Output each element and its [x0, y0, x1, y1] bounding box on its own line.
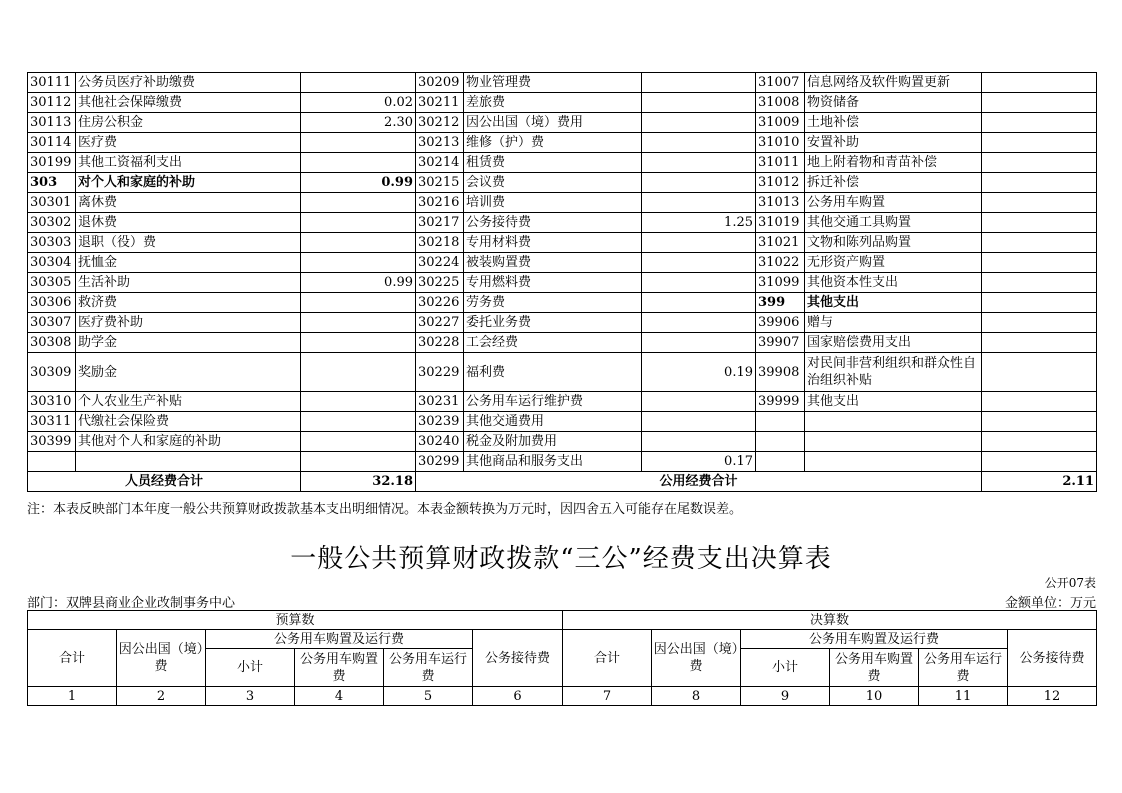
cell-value: [982, 333, 1097, 353]
cell-value: [301, 333, 416, 353]
cell-name: 代缴社会保险费: [76, 412, 301, 432]
cell-code: 30226: [416, 293, 464, 313]
table-row: [28, 193, 1097, 213]
cell-code: 399: [756, 293, 805, 313]
cell-value: [982, 93, 1097, 113]
cell-code: 39999: [756, 392, 805, 412]
cell-code: 39906: [756, 313, 805, 333]
table-row: [28, 412, 1097, 432]
cell-name: [805, 452, 982, 472]
table-row: [28, 113, 1097, 133]
cell-code: 31008: [756, 93, 805, 113]
cell-name: [805, 412, 982, 432]
cell-value: [642, 432, 756, 452]
cell-code: 30240: [416, 432, 464, 452]
basic-expense-detail-table: [27, 72, 1097, 492]
col-number: 6: [473, 687, 563, 706]
table-row: [28, 392, 1097, 412]
cell-value: [301, 133, 416, 153]
cell-name: 劳务费: [464, 293, 642, 313]
cell-code: 30399: [28, 432, 76, 452]
col-abroad: 因公出国（境）费: [117, 630, 206, 687]
col-vehicle-group: 公务用车购置及运行费: [741, 630, 1008, 649]
cell-name: 土地补偿: [805, 113, 982, 133]
cell-code: 30306: [28, 293, 76, 313]
cell-value: [982, 412, 1097, 432]
cell-name: 其他交通费用: [464, 412, 642, 432]
table-note: 注：本表反映部门本年度一般公共预算财政拨款基本支出明细情况。本表金额转换为万元时，因四舍五入可能存在尾数误差。: [27, 502, 743, 517]
cell-name: 离休费: [76, 193, 301, 213]
cell-code: 30299: [416, 452, 464, 472]
cell-name: 公务用车运行维护费: [464, 392, 642, 412]
cell-value: 0.99: [301, 173, 416, 193]
cell-value: [982, 432, 1097, 452]
cell-name: 工会经费: [464, 333, 642, 353]
cell-code: 31019: [756, 213, 805, 233]
table-row: [28, 432, 1097, 452]
cell-code: 30114: [28, 133, 76, 153]
cell-name: [805, 432, 982, 452]
total-personnel-label: 人员经费合计: [28, 472, 301, 492]
cell-code: 30224: [416, 253, 464, 273]
cell-code: 31010: [756, 133, 805, 153]
cell-code: 30214: [416, 153, 464, 173]
col-number: 4: [295, 687, 384, 706]
cell-name: 福利费: [464, 353, 642, 392]
cell-name: 其他商品和服务支出: [464, 452, 642, 472]
cell-value: [301, 153, 416, 173]
cell-code: 30303: [28, 233, 76, 253]
cell-code: 31021: [756, 233, 805, 253]
cell-value: [301, 353, 416, 392]
cell-value: 2.30: [301, 113, 416, 133]
table-row: [28, 93, 1097, 113]
cell-value: [982, 153, 1097, 173]
cell-value: [301, 293, 416, 313]
cell-code: 30227: [416, 313, 464, 333]
cell-name: 退职（役）费: [76, 233, 301, 253]
cell-code: 30301: [28, 193, 76, 213]
cell-value: [301, 73, 416, 93]
cell-code: 30310: [28, 392, 76, 412]
cell-code: 30302: [28, 213, 76, 233]
cell-name: 税金及附加费用: [464, 432, 642, 452]
table-row: [28, 133, 1097, 153]
cell-code: 30199: [28, 153, 76, 173]
cell-name: 物资储备: [805, 93, 982, 113]
col-number: 2: [117, 687, 206, 706]
total-row: [28, 472, 1097, 492]
cell-name: 抚恤金: [76, 253, 301, 273]
cell-value: [301, 313, 416, 333]
col-total: 合计: [563, 630, 652, 687]
cell-value: 0.19: [642, 353, 756, 392]
cell-code: 30218: [416, 233, 464, 253]
cell-value: [982, 353, 1097, 392]
budget-header: 预算数: [28, 611, 563, 630]
cell-name: 无形资产购置: [805, 253, 982, 273]
table-row: [28, 153, 1097, 173]
cell-name: 其他对个人和家庭的补助: [76, 432, 301, 452]
col-vehicle-operation: 公务用车运行费: [384, 649, 473, 687]
cell-name: 拆迁补偿: [805, 173, 982, 193]
cell-name: 助学金: [76, 333, 301, 353]
cell-name: [76, 452, 301, 472]
cell-value: [642, 392, 756, 412]
cell-value: [642, 93, 756, 113]
cell-value: [982, 273, 1097, 293]
cell-name: 其他交通工具购置: [805, 213, 982, 233]
col-number: 11: [919, 687, 1008, 706]
cell-name: 医疗费: [76, 133, 301, 153]
cell-code: 30308: [28, 333, 76, 353]
cell-code: [756, 452, 805, 472]
cell-code: 39908: [756, 353, 805, 392]
cell-code: 30209: [416, 73, 464, 93]
cell-code: 31012: [756, 173, 805, 193]
col-number: 8: [652, 687, 741, 706]
col-number: 5: [384, 687, 473, 706]
cell-value: [642, 73, 756, 93]
cell-code: 30112: [28, 93, 76, 113]
col-vehicle-operation: 公务用车运行费: [919, 649, 1008, 687]
cell-code: 30216: [416, 193, 464, 213]
cell-value: [642, 273, 756, 293]
table-row: [28, 293, 1097, 313]
cell-value: [301, 412, 416, 432]
cell-code: 30231: [416, 392, 464, 412]
table-row: [28, 213, 1097, 233]
table-row: [28, 233, 1097, 253]
cell-code: 30225: [416, 273, 464, 293]
cell-name: 被装购置费: [464, 253, 642, 273]
cell-value: [301, 432, 416, 452]
table-row: [28, 313, 1097, 333]
cell-code: 31007: [756, 73, 805, 93]
cell-name: 个人农业生产补贴: [76, 392, 301, 412]
cell-name: 公务用车购置: [805, 193, 982, 213]
col-vehicle-purchase: 公务用车购置费: [830, 649, 919, 687]
cell-value: [642, 113, 756, 133]
final-header: 决算数: [563, 611, 1097, 630]
cell-name: 租赁费: [464, 153, 642, 173]
table-row: [28, 273, 1097, 293]
cell-value: [642, 173, 756, 193]
total-personnel-value: 32.18: [301, 472, 416, 492]
cell-value: 0.99: [301, 273, 416, 293]
table-code: 公开07表: [1044, 576, 1096, 590]
cell-name: 奖励金: [76, 353, 301, 392]
cell-name: 国家赔偿费用支出: [805, 333, 982, 353]
cell-value: [301, 213, 416, 233]
cell-code: 30309: [28, 353, 76, 392]
table-row: [28, 353, 1097, 392]
table-row: [28, 253, 1097, 273]
cell-value: 0.02: [301, 93, 416, 113]
col-total: 合计: [28, 630, 117, 687]
cell-name: 退休费: [76, 213, 301, 233]
cell-value: [642, 293, 756, 313]
cell-name: 因公出国（境）费用: [464, 113, 642, 133]
cell-code: 30307: [28, 313, 76, 333]
col-reception: 公务接待费: [473, 630, 563, 687]
cell-value: [982, 313, 1097, 333]
table-row: [28, 333, 1097, 353]
col-reception: 公务接待费: [1008, 630, 1097, 687]
cell-code: 30217: [416, 213, 464, 233]
cell-code: 31013: [756, 193, 805, 213]
cell-value: [982, 133, 1097, 153]
cell-value: [982, 392, 1097, 412]
cell-code: 30305: [28, 273, 76, 293]
cell-code: 31009: [756, 113, 805, 133]
cell-value: [642, 193, 756, 213]
cell-code: 31022: [756, 253, 805, 273]
cell-value: [982, 73, 1097, 93]
cell-code: 30111: [28, 73, 76, 93]
cell-name: 差旅费: [464, 93, 642, 113]
cell-code: 30311: [28, 412, 76, 432]
total-public-value: 2.11: [982, 472, 1097, 492]
cell-name: 文物和陈列品购置: [805, 233, 982, 253]
cell-value: [982, 113, 1097, 133]
cell-value: [982, 213, 1097, 233]
cell-value: [642, 253, 756, 273]
cell-code: 30212: [416, 113, 464, 133]
cell-name: 住房公积金: [76, 113, 301, 133]
col-subtotal: 小计: [206, 649, 295, 687]
cell-name: 地上附着物和青苗补偿: [805, 153, 982, 173]
cell-value: [301, 392, 416, 412]
cell-value: [982, 173, 1097, 193]
cell-name: 生活补助: [76, 273, 301, 293]
col-subtotal: 小计: [741, 649, 830, 687]
cell-code: 30228: [416, 333, 464, 353]
cell-code: 30213: [416, 133, 464, 153]
department-label: 部门：双牌县商业企业改制事务中心: [27, 596, 236, 611]
three-public-expense-table: [27, 610, 1097, 706]
cell-name: 其他社会保障缴费: [76, 93, 301, 113]
col-number: 1: [28, 687, 117, 706]
cell-name: 物业管理费: [464, 73, 642, 93]
col-number: 3: [206, 687, 295, 706]
col-number: 9: [741, 687, 830, 706]
cell-code: 30229: [416, 353, 464, 392]
cell-value: [982, 253, 1097, 273]
cell-value: [982, 193, 1097, 213]
cell-name: 其他支出: [805, 392, 982, 412]
col-vehicle-group: 公务用车购置及运行费: [206, 630, 473, 649]
total-public-label: 公用经费合计: [416, 472, 982, 492]
cell-code: 30211: [416, 93, 464, 113]
table-row: [28, 173, 1097, 193]
cell-value: [982, 233, 1097, 253]
cell-name: 专用燃料费: [464, 273, 642, 293]
col-number: 7: [563, 687, 652, 706]
cell-name: 安置补助: [805, 133, 982, 153]
page-title: 一般公共预算财政拨款“三公”经费支出决算表: [290, 544, 832, 574]
cell-value: [301, 233, 416, 253]
cell-value: [642, 153, 756, 173]
cell-name: 救济费: [76, 293, 301, 313]
cell-name: 其他工资福利支出: [76, 153, 301, 173]
cell-name: 其他资本性支出: [805, 273, 982, 293]
cell-name: 公务接待费: [464, 213, 642, 233]
table-row: [28, 73, 1097, 93]
cell-value: [642, 233, 756, 253]
cell-name: 赠与: [805, 313, 982, 333]
cell-value: 1.25: [642, 213, 756, 233]
col-vehicle-purchase: 公务用车购置费: [295, 649, 384, 687]
cell-code: 31099: [756, 273, 805, 293]
cell-value: [982, 452, 1097, 472]
cell-value: [982, 293, 1097, 313]
cell-name: 公务员医疗补助缴费: [76, 73, 301, 93]
cell-value: [642, 333, 756, 353]
cell-name: 对个人和家庭的补助: [76, 173, 301, 193]
cell-value: 0.17: [642, 452, 756, 472]
cell-name: 专用材料费: [464, 233, 642, 253]
cell-value: [301, 253, 416, 273]
cell-value: [642, 133, 756, 153]
cell-code: 31011: [756, 153, 805, 173]
cell-code: 303: [28, 173, 76, 193]
col-number: 10: [830, 687, 919, 706]
cell-code: [28, 452, 76, 472]
col-number: 12: [1008, 687, 1097, 706]
col-abroad: 因公出国（境）费: [652, 630, 741, 687]
cell-code: 30304: [28, 253, 76, 273]
cell-name: 委托业务费: [464, 313, 642, 333]
table-row: [28, 452, 1097, 472]
cell-code: [756, 412, 805, 432]
cell-value: [642, 313, 756, 333]
cell-code: 39907: [756, 333, 805, 353]
cell-name: 对民间非营利组织和群众性自治组织补贴: [805, 353, 982, 392]
cell-name: 信息网络及软件购置更新: [805, 73, 982, 93]
cell-name: 其他支出: [805, 293, 982, 313]
cell-code: 30113: [28, 113, 76, 133]
cell-value: [301, 452, 416, 472]
cell-value: [642, 412, 756, 432]
cell-name: 培训费: [464, 193, 642, 213]
unit-label: 金额单位：万元: [1004, 596, 1096, 611]
cell-name: 维修（护）费: [464, 133, 642, 153]
cell-code: 30239: [416, 412, 464, 432]
cell-name: 会议费: [464, 173, 642, 193]
cell-code: [756, 432, 805, 452]
cell-value: [301, 193, 416, 213]
cell-name: 医疗费补助: [76, 313, 301, 333]
cell-code: 30215: [416, 173, 464, 193]
